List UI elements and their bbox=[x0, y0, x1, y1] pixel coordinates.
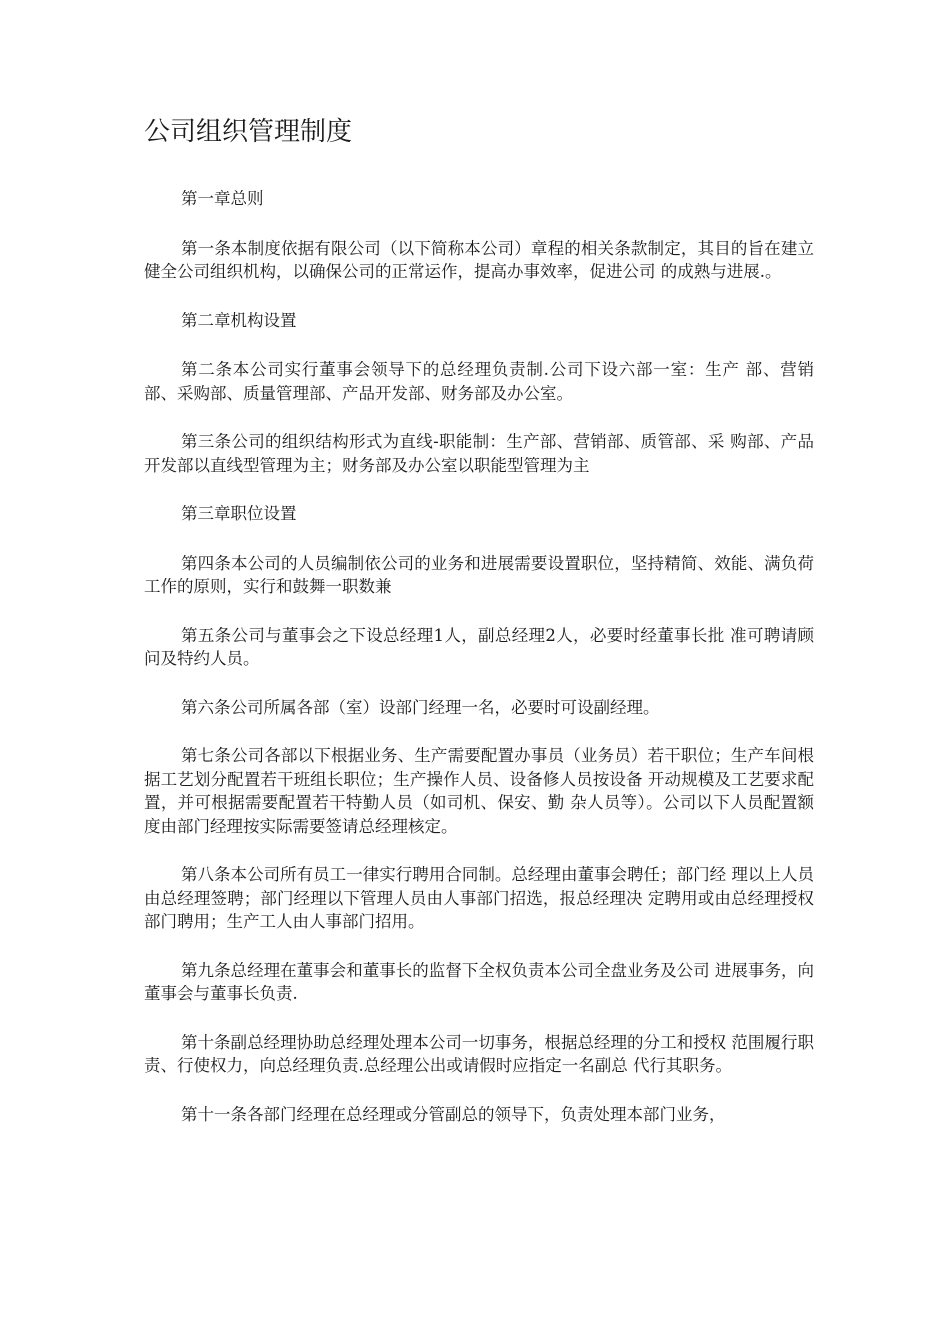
article-paragraph: 第十一条各部门经理在总经理或分管副总的领导下，负责处理本部门业务， bbox=[181, 1104, 726, 1124]
article-paragraph: 第六条公司所属各部（室）设部门经理一名，必要时可设副经理。 bbox=[181, 697, 660, 717]
article-paragraph: 第四条本公司的人员编制依公司的业务和进展需要设置职位，坚持精简、效能、满负荷工作的原则，实行和鼓舞一职数兼 bbox=[144, 553, 814, 596]
article-paragraph: 第九条总经理在董事会和董事长的监督下全权负责本公司全盘业务及公司 进展事务，向董事会与董事长负责. bbox=[144, 960, 814, 1003]
article-paragraph: 第二条本公司实行董事会领导下的总经理负责制.公司下设六部一室：生产 部、营销部、采购部、质量管理部、产品开发部、财务部及办公室。 bbox=[144, 360, 814, 403]
article-paragraph: 第一条本制度依据有限公司（以下简称本公司）章程的相关条款制定，其目的旨在建立健全公司组织机构，以确保公司的正常运作，提高办事效率，促进公司 的成熟与进展.。 bbox=[144, 238, 814, 281]
article-paragraph: 第八条本公司所有员工一律实行聘用合同制。总经理由董事会聘任；部门经 理以上人员由总经理签聘；部门经理以下管理人员由人事部门招选，报总经理决 定聘用或由总经理授权部门聘用；生产工人由人事部门招用。 bbox=[144, 865, 814, 931]
chapter-heading: 第一章总则 bbox=[181, 189, 264, 208]
article-paragraph: 第七条公司各部以下根据业务、生产需要配置办事员（业务员）若干职位；生产车间根据工艺划分配置若干班组长职位；生产操作人员、设备修人员按设备 开动规模及工艺要求配置，并可根据需要配置若干特勤人员（如司机、保安、勤 杂人员等）。公司以下人员配置额度由部门经理按实际需要签请总经理核定。 bbox=[144, 746, 814, 836]
document-title: 公司组织管理制度 bbox=[144, 117, 353, 147]
chapter-heading: 第三章职位设置 bbox=[181, 504, 297, 523]
chapter-heading: 第二章机构设置 bbox=[181, 310, 297, 330]
article-paragraph: 第三条公司的组织结构形式为直线-职能制：生产部、营销部、质管部、采 购部、产品开发部以直线型管理为主；财务部及办公室以职能型管理为主 bbox=[144, 432, 814, 475]
article-paragraph: 第五条公司与董事会之下设总经理1人，副总经理2人，必要时经董事长批 准可聘请顾问及特约人员。 bbox=[144, 625, 814, 668]
article-paragraph: 第十条副总经理协助总经理处理本公司一切事务，根据总经理的分工和授权 范围履行职责、行使权力，向总经理负责.总经理公出或请假时应指定一名副总 代行其职务。 bbox=[144, 1032, 814, 1075]
document-body bbox=[144, 187, 814, 1151]
